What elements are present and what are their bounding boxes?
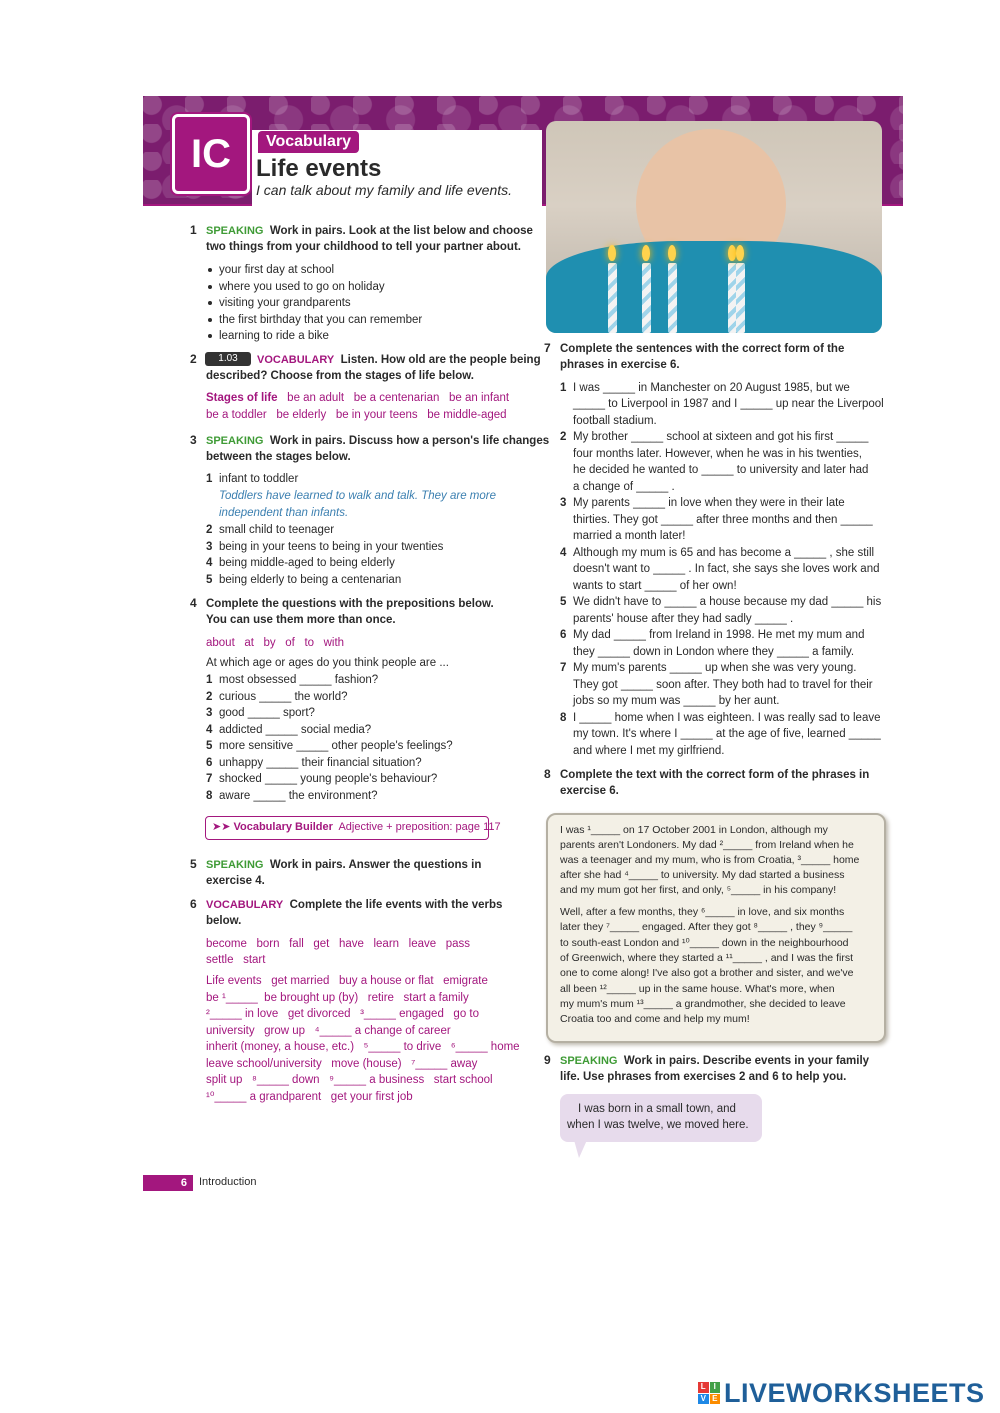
- sentence-line[interactable]: wants to start _____ of her own!: [573, 580, 737, 592]
- vb-label: ➤➤ Vocabulary Builder: [212, 821, 333, 833]
- skill-label: SPEAKING: [206, 435, 264, 447]
- sentence-line[interactable]: he decided he wanted to _____ to university and later had: [573, 464, 869, 476]
- text-line: Croatia too and come and help my mum!: [560, 1013, 750, 1025]
- exercise-instruction: [206, 857, 481, 874]
- instruction-text: exercise 4.: [206, 875, 265, 887]
- bullet-icon: [208, 285, 212, 289]
- life-events-line[interactable]: inherit (money, a house, etc.) ⁵_____ to drive ⁶_____ home: [206, 1041, 520, 1053]
- sentence-line[interactable]: _____ to Liverpool in 1987 and I _____ up near the Liverpool: [573, 398, 884, 410]
- exercise-number: 6: [190, 897, 197, 911]
- word-item: be elderly: [276, 409, 327, 421]
- life-events-line: Life events get married buy a house or flat emigrate: [206, 975, 488, 987]
- sentence-line: married a month later!: [573, 530, 686, 542]
- liveworksheets-logo-icon: [698, 1382, 720, 1404]
- example-answer: Toddlers have learned to walk and talk. They are more: [219, 490, 497, 502]
- life-events-line[interactable]: university grow up ⁴_____ a change of career: [206, 1025, 451, 1037]
- life-events-line[interactable]: ²_____ in love get divorced ³_____ engaged go to: [206, 1008, 480, 1020]
- speech-text: I was born in a small town, and: [578, 1103, 736, 1115]
- text-line[interactable]: all been ¹²_____ up in the same house. What's more, when: [560, 983, 835, 995]
- item-number: 4: [206, 724, 213, 736]
- instruction-text: Complete the text with the correct form of the phrases in: [560, 769, 870, 781]
- question-intro: At which age or ages do you think people are ...: [206, 657, 449, 669]
- text-line[interactable]: Well, after a few months, they ⁶_____ in love, and six months: [560, 906, 845, 918]
- instruction-text: Listen. How old are the people being: [340, 354, 541, 366]
- question-item[interactable]: aware _____ the environment?: [219, 790, 378, 802]
- sentence-line[interactable]: Although my mum is 65 and has become a _____ , she still: [573, 547, 875, 559]
- sentence-line[interactable]: thirties. They got _____ after three months and then _____: [573, 514, 873, 526]
- list-item: being in your teens to being in your twenties: [219, 541, 444, 553]
- sentence-line[interactable]: My parents _____ in love when they were in their late: [573, 497, 845, 509]
- item-number: 5: [560, 596, 567, 608]
- text-line[interactable]: was a teenager and my mum, who is from Croatia, ³_____ home: [560, 854, 860, 866]
- item-number: 6: [206, 757, 213, 769]
- question-item[interactable]: unhappy _____ their financial situation?: [219, 757, 422, 769]
- sentence-line[interactable]: doesn't want to _____ . In fact, she says she loves work and: [573, 563, 880, 575]
- candle: [736, 263, 745, 333]
- instruction-text: phrases in exercise 6.: [560, 359, 680, 371]
- exercise-number: 4: [190, 596, 197, 610]
- word-box-row: [206, 390, 509, 407]
- word-item: be an adult: [287, 392, 345, 404]
- list-item: being elderly to being a centenarian: [219, 574, 402, 586]
- logo-tile: V: [698, 1394, 709, 1405]
- text-line[interactable]: after she had ⁴_____ to university. My dad started a business: [560, 869, 845, 881]
- exercise-instruction: [206, 433, 549, 450]
- sentence-line[interactable]: My mum's parents _____ up when she was very young.: [573, 662, 857, 674]
- flame-icon: [642, 245, 650, 261]
- bullet-icon: [208, 318, 212, 322]
- speech-text: when I was twelve, we moved here.: [567, 1119, 749, 1131]
- page-subtitle: I can talk about my family and life events.: [256, 182, 513, 198]
- item-number: 5: [206, 740, 213, 752]
- exercise-instruction: [560, 1053, 869, 1070]
- page-title: Life events: [256, 155, 382, 182]
- word-item: be in your teens: [335, 409, 418, 421]
- life-events-line[interactable]: ¹⁰_____ a grandparent get your first job: [206, 1091, 413, 1103]
- sentence-line: and where I met my girlfriend.: [573, 745, 725, 757]
- item-number: 4: [206, 557, 213, 569]
- list-item: learning to ride a bike: [219, 330, 329, 342]
- text-line[interactable]: my mum's mum ¹³_____ a grandmother, she decided to leave: [560, 998, 846, 1010]
- flame-icon: [668, 245, 676, 261]
- list-item: your first day at school: [219, 264, 335, 276]
- sentence-line[interactable]: my town. It's where I _____ at the age of five, learned _____: [573, 728, 881, 740]
- exercise-instruction: [257, 352, 541, 369]
- skill-label: VOCABULARY: [206, 899, 284, 911]
- bullet-icon: [208, 334, 212, 338]
- sentence-line[interactable]: We didn't have to _____ a house because my dad _____ his: [573, 596, 882, 608]
- life-events-line[interactable]: be ¹_____ be brought up (by) retire start a family: [206, 992, 469, 1004]
- instruction-text: Work in pairs. Discuss how a person's life changes: [269, 435, 550, 447]
- text-line: one to come along! I've also got a brother and sister, and we've: [560, 967, 854, 979]
- instruction-text: life. Use phrases from exercises 2 and 6 to help you.: [560, 1071, 847, 1083]
- item-number: 2: [206, 524, 213, 536]
- item-number: 7: [560, 662, 567, 674]
- instruction-text: below.: [206, 915, 242, 927]
- question-item[interactable]: shocked _____ young people's behaviour?: [219, 773, 438, 785]
- logo-tile: L: [698, 1382, 709, 1393]
- exercise-number: 7: [544, 341, 551, 355]
- instruction-text: Complete the questions with the prepositions below.: [206, 598, 494, 610]
- item-number: 1: [206, 674, 213, 686]
- instruction-text: Complete the sentences with the correct form of the: [560, 343, 845, 355]
- sentence-line: football stadium.: [573, 415, 657, 427]
- text-line[interactable]: to south-east London and ¹⁰_____ down in the neighbourhood: [560, 937, 849, 949]
- liveworksheets-brand[interactable]: LIVEWORKSHEETS: [724, 1378, 985, 1408]
- list-item: where you used to go on holiday: [219, 281, 385, 293]
- vocabulary-builder-text: [212, 819, 501, 836]
- instruction-text: Work in pairs. Describe events in your family: [623, 1055, 870, 1067]
- section-tag: Vocabulary: [258, 131, 359, 153]
- vb-reference: Adjective + preposition: page 117: [338, 821, 501, 833]
- item-number: 5: [206, 574, 213, 586]
- question-item[interactable]: addicted _____ social media?: [219, 724, 372, 736]
- text-line[interactable]: of Greenwich, where they started a ¹¹_____ , and I was the first: [560, 952, 853, 964]
- list-item: being middle-aged to being elderly: [219, 557, 395, 569]
- text-line[interactable]: I was ¹_____ on 17 October 2001 in London, although my: [560, 824, 828, 836]
- exercise-number: 2: [190, 352, 197, 366]
- item-number: 3: [206, 541, 213, 553]
- logo-tile: I: [710, 1382, 721, 1393]
- item-number: 3: [560, 497, 567, 509]
- list-item: the first birthday that you can remember: [219, 314, 423, 326]
- list-item: small child to teenager: [219, 524, 335, 536]
- item-number: 1: [560, 382, 567, 394]
- flame-icon: [736, 245, 744, 261]
- sentence-line[interactable]: My brother _____ school at sixteen and got his first _____: [573, 431, 869, 443]
- sentence-line[interactable]: My dad _____ from Ireland in 1998. He met my mum and: [573, 629, 865, 641]
- exercise-number: 9: [544, 1053, 551, 1067]
- exercise-instruction: [206, 897, 502, 914]
- preposition-box: about at by of to with: [206, 637, 345, 649]
- footer-section-label: Introduction: [199, 1176, 257, 1188]
- candle: [642, 263, 651, 333]
- verb-box: settle start: [206, 954, 266, 966]
- item-number: 2: [206, 691, 213, 703]
- item-number: 4: [560, 547, 567, 559]
- instruction-text: two things from your childhood to tell your partner about.: [206, 241, 521, 253]
- word-box-row: [206, 407, 507, 424]
- instruction-text: Work in pairs. Answer the questions in: [269, 859, 482, 871]
- candle: [668, 263, 677, 333]
- exercise-number: 8: [544, 767, 551, 781]
- text-line[interactable]: and my mum got her first, and only, ⁵_____ in his company!: [560, 884, 837, 896]
- item-number: 1: [206, 473, 213, 485]
- bullet-icon: [208, 268, 212, 272]
- question-item[interactable]: most obsessed _____ fashion?: [219, 674, 379, 686]
- flame-icon: [728, 245, 736, 261]
- skill-label: VOCABULARY: [257, 354, 335, 366]
- question-item[interactable]: more sensitive _____ other people's feelings?: [219, 740, 453, 752]
- sentence-line[interactable]: I was _____ in Manchester on 20 August 1985, but we: [573, 382, 850, 394]
- item-number: 3: [206, 707, 213, 719]
- list-item: infant to toddler: [219, 473, 299, 485]
- word-box-title: Stages of life: [206, 392, 278, 404]
- word-item: be a toddler: [206, 409, 267, 421]
- audio-track-icon[interactable]: 1.03: [205, 352, 251, 366]
- item-number: 6: [560, 629, 567, 641]
- birthday-photo: [546, 121, 882, 333]
- word-item: be middle-aged: [427, 409, 507, 421]
- flame-icon: [608, 245, 616, 261]
- sentence-line[interactable]: they _____ down in London where they _____ a family.: [573, 646, 855, 658]
- list-item: visiting your grandparents: [219, 297, 351, 309]
- item-number: 8: [560, 712, 567, 724]
- skill-label: SPEAKING: [560, 1055, 618, 1067]
- text-line[interactable]: parents aren't Londoners. My dad ²_____ from Ireland when he: [560, 839, 854, 851]
- sentence-line[interactable]: parents' house after they had sadly _____ .: [573, 613, 794, 625]
- speech-bubble-tail: [574, 1140, 587, 1158]
- bullet-icon: [208, 301, 212, 305]
- exercise-number: 5: [190, 857, 197, 871]
- instruction-text: exercise 6.: [560, 785, 619, 797]
- instruction-text: Complete the life events with the verbs: [289, 899, 503, 911]
- question-item[interactable]: good _____ sport?: [219, 707, 315, 719]
- life-events-line[interactable]: split up ⁸_____ down ⁹_____ a business start school: [206, 1074, 493, 1086]
- instruction-text: Work in pairs. Look at the list below and choose: [269, 225, 533, 237]
- word-item: be an infant: [448, 392, 510, 404]
- page-number: 6: [143, 1175, 193, 1191]
- sentence-line[interactable]: a change of _____ .: [573, 481, 675, 493]
- item-number: 2: [560, 431, 567, 443]
- sentence-line[interactable]: I _____ home when I was eighteen. I was really sad to leave: [573, 712, 881, 724]
- item-number: 7: [206, 773, 213, 785]
- word-item: be a centenarian: [353, 392, 440, 404]
- skill-label: SPEAKING: [206, 859, 264, 871]
- question-item[interactable]: curious _____ the world?: [219, 691, 348, 703]
- exercise-number: 1: [190, 223, 197, 237]
- example-answer: independent than infants.: [219, 507, 349, 519]
- instruction-text: between the stages below.: [206, 451, 351, 463]
- instruction-text: You can use them more than once.: [206, 614, 396, 626]
- item-number: 8: [206, 790, 213, 802]
- verb-box: become born fall get have learn leave pass: [206, 938, 471, 950]
- exercise-instruction: [206, 223, 533, 240]
- sentence-line[interactable]: jobs so my mum was _____ by her aunt.: [573, 695, 780, 707]
- candle: [608, 263, 617, 333]
- sentence-line[interactable]: They got _____ soon after. They both had to travel for their: [573, 679, 873, 691]
- instruction-text: described? Choose from the stages of life below.: [206, 370, 474, 382]
- exercise-number: 3: [190, 433, 197, 447]
- life-events-line[interactable]: leave school/university move (house) ⁷_____ away: [206, 1058, 478, 1070]
- skill-label: SPEAKING: [206, 225, 264, 237]
- lesson-number-badge: IC: [172, 114, 250, 194]
- logo-tile: E: [710, 1394, 721, 1405]
- text-line[interactable]: later they ⁷_____ engaged. After they got ⁸_____ , they ⁹_____: [560, 921, 853, 933]
- sentence-line: four months later. However, when he was in his twenties,: [573, 448, 862, 460]
- child-shirt: [546, 241, 882, 333]
